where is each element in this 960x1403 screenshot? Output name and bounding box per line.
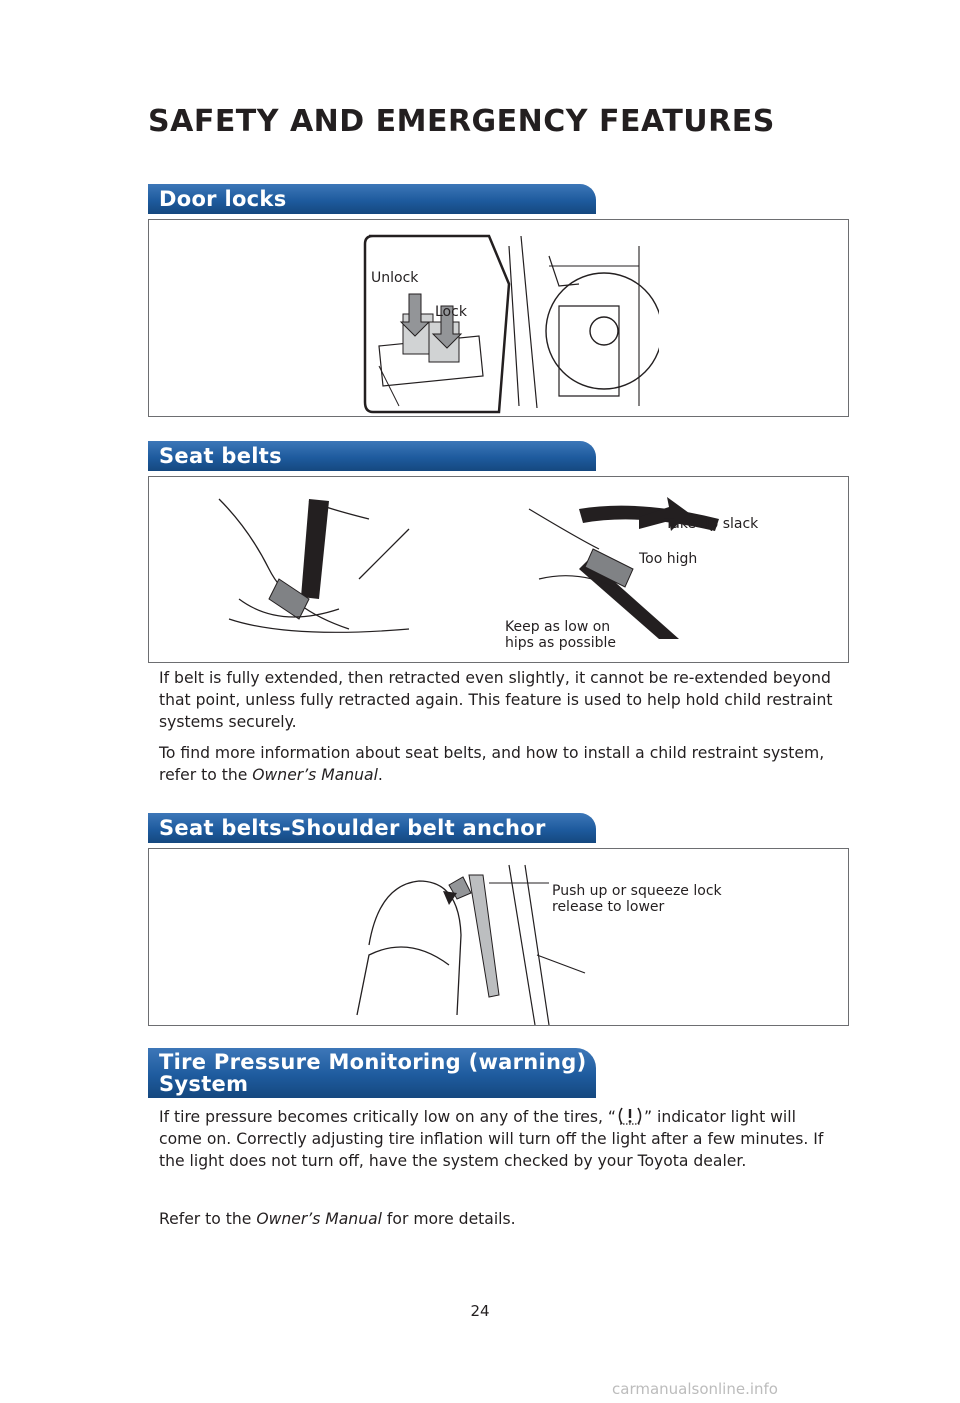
tpms-paragraph-1-text: If tire pressure becomes critically low on any of the tires, “ — [159, 1108, 616, 1126]
seat-belts-paragraph-2-text: To find more information about seat belts, and how to install a child restraint system, refer to the — [159, 744, 825, 784]
tpms-paragraph-2 — [159, 1208, 839, 1230]
tire-pressure-warning-icon — [616, 1106, 644, 1126]
door-lock-illustration — [359, 226, 659, 416]
tpms-paragraph-1 — [159, 1106, 839, 1172]
tpms-heading-line1: Tire Pressure Monitoring (warning) — [159, 1050, 587, 1074]
seat-belts-figure — [148, 476, 849, 663]
take-up-slack-label: Take up slack — [665, 516, 759, 532]
tpms-heading-line2: System — [159, 1072, 249, 1096]
section-heading-tpms — [148, 1048, 596, 1098]
owners-manual-reference: Owner’s Manual — [252, 766, 378, 784]
keep-low-label — [505, 619, 616, 651]
shoulder-anchor-label-line2: release to lower — [552, 899, 665, 915]
keep-low-label-line1: Keep as low on — [505, 619, 611, 635]
seat-belts-paragraph-1: If belt is fully extended, then retracted even slightly, it cannot be re-extended beyond that point, unless fully retracted again. This feature is used to help hold child restraint systems securely. — [159, 669, 833, 731]
shoulder-anchor-figure — [148, 848, 849, 1026]
seat-belts-paragraph-2 — [159, 742, 839, 786]
seat-belts-paragraph-2-end: . — [377, 766, 383, 784]
shoulder-anchor-label — [552, 883, 722, 915]
owners-manual-reference-2: Owner’s Manual — [256, 1210, 382, 1228]
seat-belt-buckle-illustration — [209, 489, 419, 639]
door-locks-figure — [148, 219, 849, 417]
too-high-label: Too high — [639, 551, 698, 567]
section-heading-seat-belts: Seat belts — [148, 441, 596, 471]
page-title: SAFETY AND EMERGENCY FEATURES — [148, 104, 775, 139]
keep-low-label-line2: hips as possible — [505, 635, 617, 651]
lock-label: Lock — [435, 304, 467, 320]
shoulder-anchor-illustration — [349, 855, 589, 1025]
watermark: carmanualsonline.info — [612, 1380, 778, 1398]
section-heading-shoulder-belt-anchor: Seat belts-Shoulder belt anchor — [148, 813, 596, 843]
section-heading-door-locks: Door locks — [148, 184, 596, 214]
unlock-label: Unlock — [371, 270, 419, 286]
tpms-paragraph-1-end: ” indicator light will come on. Correctly adjusting tire inflation will turn off the light after a few minutes. If the light does not turn off, have the system checked by your Toyota dealer. — [159, 1108, 824, 1170]
tpms-paragraph-2-text: Refer to the — [159, 1210, 257, 1228]
tpms-paragraph-2-end: for more details. — [381, 1210, 516, 1228]
shoulder-anchor-label-line1: Push up or squeeze lock — [552, 883, 722, 899]
page-number: 24 — [470, 1302, 490, 1320]
